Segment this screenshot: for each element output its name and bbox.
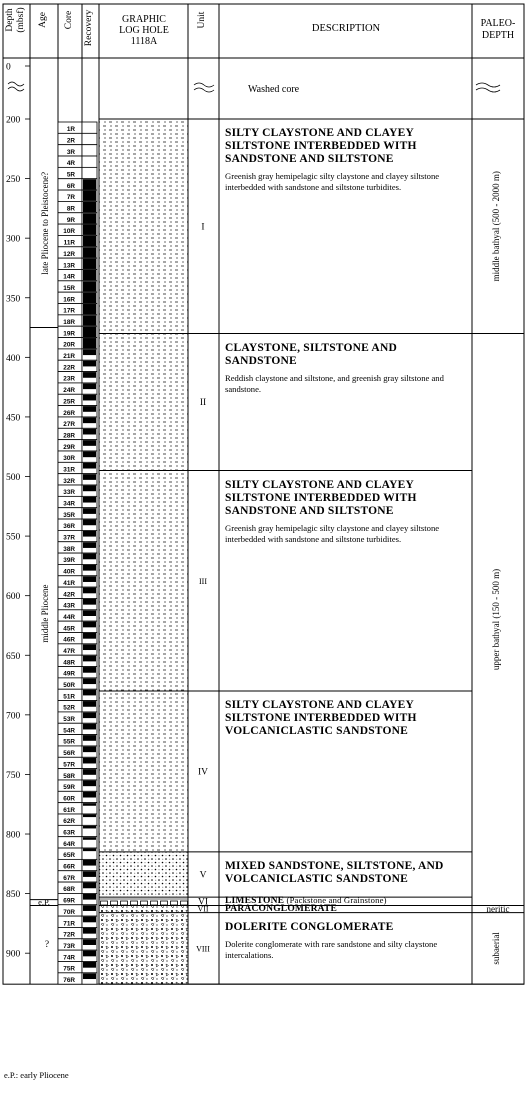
recovery-fill	[83, 304, 96, 314]
lithology-fill	[99, 852, 188, 897]
core-label: 53R	[63, 716, 75, 724]
recovery-fill	[83, 928, 96, 934]
recovery-fill	[83, 259, 96, 269]
core-label: 24R	[63, 387, 75, 395]
washed-core-label: Washed core	[248, 84, 300, 95]
header-recovery: Recovery	[84, 9, 94, 47]
recovery-fill	[83, 849, 96, 852]
recovery-fill	[83, 520, 96, 526]
unit-numeral: V	[199, 870, 207, 881]
unit-description	[225, 699, 470, 738]
core-label: 33R	[63, 489, 75, 497]
depth-tick-label: 850	[6, 890, 21, 901]
header-depth: Depth	[5, 8, 15, 32]
recovery-fill	[83, 780, 96, 786]
header-core: Core	[64, 10, 74, 30]
recovery-fill	[83, 179, 96, 189]
unit-title: SILTY CLAYSTONE AND CLAYEY SILTSTONE INTERBEDDED WITH SANDSTONE AND SILTSTONE	[225, 127, 417, 165]
recovery-fill	[83, 894, 96, 900]
depth-tick-label: 500	[6, 473, 21, 484]
unit-body: Dolerite conglomerate with rare sandstone and silty claystone intercalations.	[225, 938, 438, 960]
recovery-fill	[83, 973, 96, 979]
recovery-fill	[83, 497, 96, 503]
unit-description	[225, 127, 470, 193]
recovery-fill	[83, 599, 96, 605]
core-label: 50R	[63, 682, 75, 690]
core-label: 57R	[63, 761, 75, 769]
unit-break-symbol	[194, 88, 214, 92]
recovery-fill	[83, 281, 96, 291]
core-label: 52R	[63, 704, 75, 712]
core-label: 29R	[63, 443, 75, 451]
core-label: 70R	[63, 908, 75, 916]
core-label: 11R	[63, 239, 75, 247]
recovery-fill	[83, 361, 96, 367]
core-label: 58R	[63, 772, 75, 780]
core-label: 21R	[63, 353, 75, 361]
paleodepth-label: subaerial	[491, 932, 501, 965]
recovery-fill	[83, 735, 96, 741]
lithology-fill	[99, 897, 188, 905]
recovery-fill	[83, 962, 96, 968]
unit-numeral: II	[199, 398, 207, 409]
recovery-fill	[83, 451, 96, 457]
core-label: 3R	[66, 148, 75, 156]
header-graphic-log: LOG HOLE	[119, 25, 169, 36]
core-label: 32R	[63, 477, 75, 485]
recovery-fill	[83, 746, 96, 752]
recovery-fill	[83, 712, 96, 718]
recovery-fill	[83, 327, 96, 337]
recovery-fill	[83, 622, 96, 628]
footnote: e.P.: early Pliocene	[4, 1070, 69, 1080]
core-label: 63R	[63, 829, 75, 837]
core-label: 4R	[66, 160, 75, 168]
core-label: 18R	[63, 318, 75, 326]
core-label: 65R	[63, 852, 75, 860]
unit-numeral: VI	[197, 897, 209, 908]
recovery-fill	[83, 236, 96, 246]
core-label: 40R	[63, 568, 75, 576]
core-label: 25R	[63, 398, 75, 406]
recovery-fill	[83, 576, 96, 582]
unit-numeral: VIII	[196, 944, 210, 954]
recovery-fill	[83, 588, 96, 594]
core-label: 19R	[63, 330, 75, 338]
unit-numeral: IV	[197, 767, 209, 778]
recovery-fill	[83, 701, 96, 707]
unit-description	[225, 342, 470, 395]
recovery-fill	[83, 508, 96, 514]
lithology-fill	[99, 691, 188, 852]
lithology-fill	[99, 913, 188, 985]
unit-body: Greenish gray hemipelagic silty claystone and clayey siltstone interbedded with sandstone and siltstone turbidites.	[225, 522, 440, 544]
recovery-fill	[83, 463, 96, 469]
header-paleodepth: DEPTH	[481, 30, 515, 41]
recovery-fill	[83, 417, 96, 423]
paleodepth-label: middle bathyal (500 - 2000 m)	[491, 171, 501, 282]
header-paleodepth: PALEO-	[480, 18, 516, 29]
depth-tick-label: 900	[6, 949, 21, 960]
core-label: 56R	[63, 750, 75, 758]
core-label: 6R	[66, 182, 75, 190]
age-label-early-pliocene: e.P.	[38, 897, 50, 908]
core-label: 31R	[63, 466, 75, 474]
recovery-fill	[83, 486, 96, 492]
unit-title: SILTY CLAYSTONE AND CLAYEY SILTSTONE INTERBEDDED WITH SANDSTONE AND SILTSTONE	[225, 478, 417, 517]
core-label: 67R	[63, 874, 75, 882]
core-label: 20R	[63, 341, 75, 349]
recovery-fill	[83, 202, 96, 212]
core-label: 64R	[63, 840, 75, 848]
recovery-fill	[83, 815, 96, 818]
header-graphic-log: 1118A	[130, 36, 158, 47]
core-label: 5R	[66, 171, 75, 179]
core-label: 66R	[63, 863, 75, 871]
recovery-fill	[83, 644, 96, 650]
depth-tick-label: 650	[6, 651, 21, 662]
recovery-fill	[83, 406, 96, 412]
recovery-fill	[83, 349, 96, 355]
core-label: 61R	[63, 806, 75, 814]
core-label: 51R	[63, 693, 75, 701]
recovery-fill	[83, 917, 96, 923]
depth-tick-label: 250	[6, 175, 21, 186]
core-label: 17R	[63, 307, 75, 315]
recovery-fill	[83, 758, 96, 764]
depth-tick-label: 600	[6, 592, 21, 603]
core-label: 36R	[63, 523, 75, 531]
unit-description	[225, 921, 470, 961]
recovery-fill	[83, 656, 96, 662]
header-unit: Unit	[197, 11, 207, 29]
recovery-fill	[83, 939, 96, 945]
depth-tick-label: 0	[6, 62, 11, 73]
recovery-fill	[83, 531, 96, 537]
unit-title: MIXED SANDSTONE, SILTSTONE, AND VOLCANICLASTIC SANDSTONE	[225, 859, 444, 885]
lithology-fill	[99, 471, 188, 691]
core-label: 74R	[63, 954, 75, 962]
core-label: 47R	[63, 647, 75, 655]
unit-break-symbol	[194, 83, 214, 87]
unit-body: Greenish gray hemipelagic silty claystone and clayey siltstone interbedded with sandstone and siltstone turbidites.	[225, 171, 440, 192]
unit-numeral: III	[199, 576, 207, 586]
unit-description	[225, 479, 470, 545]
core-label: 41R	[63, 579, 75, 587]
paleodepth-label: upper bathyal (150 - 500 m)	[491, 568, 501, 671]
core-label: 49R	[63, 670, 75, 678]
depth-tick-label: 350	[6, 294, 21, 305]
recovery-fill	[83, 837, 96, 840]
core-label: 14R	[63, 273, 75, 281]
age-label-unknown: ?	[44, 940, 50, 951]
recovery-fill	[83, 690, 96, 696]
recovery-fill	[83, 860, 96, 866]
core-label: 54R	[63, 727, 75, 735]
core-label: 42R	[63, 591, 75, 599]
recovery-fill	[83, 383, 96, 389]
core-label: 34R	[63, 500, 75, 508]
recovery-fill	[83, 803, 96, 806]
recovery-fill	[83, 667, 96, 673]
core-label: 23R	[63, 375, 75, 383]
core-label: 55R	[63, 738, 75, 746]
recovery-fill	[83, 338, 96, 348]
unit-title: CLAYSTONE, SILTSTONE AND SANDSTONE	[225, 341, 397, 367]
core-label: 62R	[63, 818, 75, 826]
core-label: 39R	[63, 557, 75, 565]
recovery-cell	[82, 167, 97, 178]
unit-numeral: I	[201, 222, 205, 233]
recovery-fill	[83, 542, 96, 548]
recovery-fill	[83, 554, 96, 560]
recovery-cell	[82, 133, 97, 144]
recovery-fill	[83, 769, 96, 775]
recovery-fill	[83, 883, 96, 889]
core-label: 16R	[63, 296, 75, 304]
depth-break-symbol	[8, 82, 24, 86]
paleodepth-break-symbol	[476, 83, 500, 87]
depth-tick-label: 550	[6, 532, 21, 543]
core-label: 15R	[63, 284, 75, 292]
unit-title-suffix: (Packstone and Grainstone)	[284, 895, 387, 906]
recovery-fill	[83, 429, 96, 435]
recovery-fill	[83, 826, 96, 829]
core-label: 12R	[63, 250, 75, 258]
core-label: 76R	[63, 976, 75, 984]
core-label: 72R	[63, 931, 75, 939]
core-label: 71R	[63, 920, 75, 928]
unit-title: DOLERITE CONGLOMERATE	[225, 920, 394, 933]
recovery-fill	[83, 474, 96, 480]
core-label: 48R	[63, 659, 75, 667]
recovery-fill	[83, 610, 96, 616]
recovery-fill	[83, 678, 96, 684]
recovery-fill	[83, 395, 96, 401]
recovery-fill	[83, 440, 96, 446]
recovery-cell	[82, 156, 97, 167]
depth-break-symbol	[8, 87, 24, 91]
lithology-fill	[99, 334, 188, 471]
core-label: 30R	[63, 455, 75, 463]
depth-tick-label: 800	[6, 830, 21, 841]
core-label: 28R	[63, 432, 75, 440]
recovery-cell	[82, 145, 97, 156]
core-label: 73R	[63, 942, 75, 950]
depth-tick-label: 700	[6, 711, 21, 722]
depth-tick-label: 750	[6, 770, 21, 781]
core-label: 10R	[63, 228, 75, 236]
unit-title: SILTY CLAYSTONE AND CLAYEY SILTSTONE INTERBEDDED WITH VOLCANICLASTIC SANDSTONE	[225, 699, 417, 738]
header-depth-unit: (mbsf)	[16, 7, 26, 33]
unit-description	[225, 860, 470, 886]
core-label: 44R	[63, 613, 75, 621]
core-label: 9R	[66, 216, 75, 224]
recovery-fill	[83, 247, 96, 257]
core-label: 59R	[63, 784, 75, 792]
depth-tick-label: 200	[6, 115, 21, 126]
unit-numeral: VII	[197, 904, 209, 914]
core-label: 38R	[63, 545, 75, 553]
recovery-fill	[83, 270, 96, 280]
age-label: late Pliocene to Pleistocene?	[40, 171, 50, 275]
core-label: 45R	[63, 625, 75, 633]
recovery-fill	[83, 633, 96, 639]
recovery-fill	[83, 871, 96, 877]
recovery-fill	[83, 225, 96, 235]
core-label: 35R	[63, 511, 75, 519]
depth-tick-label: 300	[6, 234, 21, 245]
core-label: 43R	[63, 602, 75, 610]
header-description: DESCRIPTION	[311, 23, 381, 34]
core-label: 69R	[63, 897, 75, 905]
core-label: 1R	[66, 126, 75, 134]
core-label: 8R	[66, 205, 75, 213]
core-label: 2R	[66, 137, 75, 145]
core-label: 22R	[63, 364, 75, 372]
lithology-fill	[99, 906, 188, 913]
core-label: 60R	[63, 795, 75, 803]
unit-description	[225, 904, 470, 914]
header-graphic-log: GRAPHIC	[122, 14, 166, 25]
age-label: middle Pliocene	[40, 584, 50, 643]
recovery-fill	[83, 565, 96, 571]
unit-body: Reddish claystone and siltstone, and greenish gray siltstone and sandstone.	[225, 372, 444, 394]
paleodepth-label: neritic	[486, 904, 510, 915]
recovery-fill	[83, 372, 96, 378]
recovery-fill	[83, 905, 96, 911]
header-age: Age	[38, 12, 48, 28]
recovery-fill	[83, 293, 96, 303]
recovery-cell	[82, 122, 97, 133]
unit-title: LIMESTONE (Packstone and Grainstone)	[225, 895, 387, 907]
core-label: 26R	[63, 409, 75, 417]
unit-title: PARACONGLOMERATE	[225, 903, 338, 914]
core-label: 68R	[63, 886, 75, 894]
lithology-fill	[99, 119, 188, 334]
core-label: 27R	[63, 421, 75, 429]
core-label: 7R	[66, 194, 75, 202]
recovery-fill	[83, 724, 96, 730]
recovery-fill	[83, 792, 96, 798]
recovery-fill	[83, 315, 96, 325]
recovery-fill	[83, 951, 96, 957]
recovery-fill	[83, 213, 96, 223]
recovery-fill	[83, 191, 96, 201]
depth-tick-label: 450	[6, 413, 21, 424]
depth-tick-label: 400	[6, 353, 21, 364]
core-label: 37R	[63, 534, 75, 542]
core-label: 75R	[63, 965, 75, 973]
core-label: 46R	[63, 636, 75, 644]
core-label: 13R	[63, 262, 75, 270]
paleodepth-break-symbol	[476, 88, 500, 92]
